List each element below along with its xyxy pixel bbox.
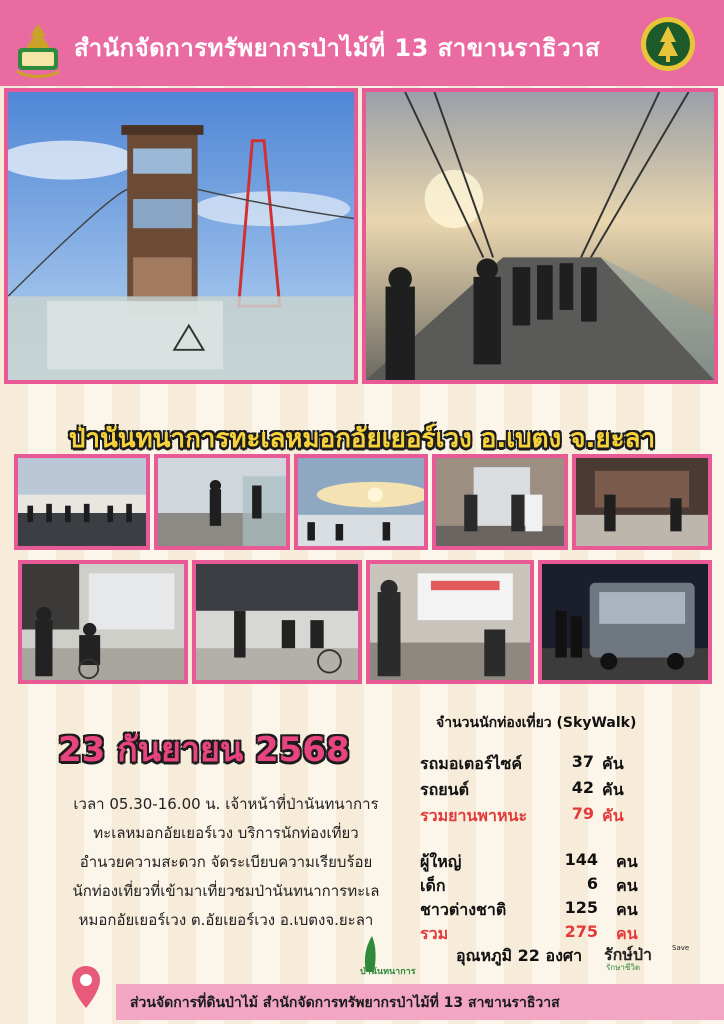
shuttle-vehicle-photo <box>538 560 712 684</box>
stat-unit: คน <box>616 852 638 871</box>
stat-value: 6 <box>586 874 598 893</box>
ticket-gate-photo <box>432 454 568 550</box>
section-title: ป่านันทนาการทะเลหมอกอัยเยอร์เวง อ.เบตง จ.ยะลา <box>68 424 656 454</box>
save-forest-save-life-logo <box>604 940 700 972</box>
recreation-forest-logo-text: ป่านันทนาการ <box>360 967 416 976</box>
stat-label: รวม <box>420 924 449 943</box>
stat-label: เด็ก <box>420 876 446 895</box>
stat-value: 275 <box>564 922 598 941</box>
save-forest-main-text: รักษ์ป่า <box>604 945 652 964</box>
stat-label: รวมยานพาหนะ <box>420 806 528 825</box>
stat-value: 144 <box>564 850 598 869</box>
footer-text: ส่วนจัดการที่ดินป่าไม้ สำนักจัดการทรัพยากรป่าไม้ที่ 13 สาขานราธิวาส <box>130 995 560 1011</box>
description-line: ทะเลหมอกอัยเยอร์เวง บริการนักท่องเที่ยว <box>93 824 359 842</box>
stat-unit: คน <box>616 900 638 919</box>
waiting-area-photo <box>192 560 362 684</box>
stat-value: 42 <box>571 778 594 797</box>
stat-label: ชาวต่างชาติ <box>420 900 507 919</box>
description-line: เวลา 05.30-16.00 น. เจ้าหน้าที่ป่านันทนาการ <box>73 795 379 813</box>
stat-unit: คัน <box>602 806 624 825</box>
stat-row-children <box>420 874 680 900</box>
provincial-emblem-logo <box>12 22 64 78</box>
stat-label: รถยนต์ <box>420 780 469 799</box>
stat-unit: คน <box>616 924 638 943</box>
stat-value: 125 <box>564 898 598 917</box>
stat-value: 79 <box>571 804 594 823</box>
stat-row-motorcycles <box>420 752 680 778</box>
event-date: 23 กันยายน 2568 <box>58 730 350 770</box>
ticket-counter-photo <box>366 560 534 684</box>
stat-row-foreigners <box>420 898 680 924</box>
stat-unit: คัน <box>602 754 624 773</box>
sunrise-clouds-photo <box>294 454 428 550</box>
save-forest-sub-text: รักษาชีวิต <box>606 963 641 972</box>
temperature-text: อุณหภูมิ 22 องศา <box>456 946 583 965</box>
skywalk-bridge-photo <box>362 88 718 384</box>
description-line: นักท่องเที่ยวที่เข้ามาเที่ยวชมป่านันทนาการทะเล <box>72 882 380 900</box>
stat-row-vehicle-total <box>420 804 680 830</box>
stats-title: จำนวนนักท่องเที่ยว (SkyWalk) <box>436 715 637 731</box>
skywalk-visitors-photo <box>154 454 290 550</box>
wheelchair-assistance-photo <box>18 560 188 684</box>
visitor-center-photo <box>572 454 712 550</box>
forest-department-emblem-logo <box>640 16 696 72</box>
sea-of-mist-viewpoint-photo <box>14 454 150 550</box>
stat-label: ผู้ใหญ่ <box>420 852 462 871</box>
page-title: สำนักจัดการทรัพยากรป่าไม้ที่ 13 สาขานราธิวาส <box>74 34 601 62</box>
location-pin-icon <box>70 964 102 1012</box>
stat-unit: คัน <box>602 780 624 799</box>
save-forest-small-text: Save <box>672 944 690 952</box>
stat-value: 37 <box>571 752 594 771</box>
recreation-forest-logo <box>352 932 418 976</box>
stat-label: รถมอเตอร์ไซค์ <box>420 754 523 773</box>
description-block <box>36 790 416 935</box>
description-line: อำนวยความสะดวก จัดระเบียบความเรียบร้อย <box>79 853 373 871</box>
stat-row-cars <box>420 778 680 804</box>
stat-unit: คน <box>616 876 638 895</box>
description-line: หมอกอัยเยอร์เวง ต.อัยเยอร์เวง อ.เบตงจ.ยะลา <box>78 911 374 929</box>
stat-row-adults <box>420 850 680 876</box>
skywalk-tower-photo <box>4 88 358 384</box>
